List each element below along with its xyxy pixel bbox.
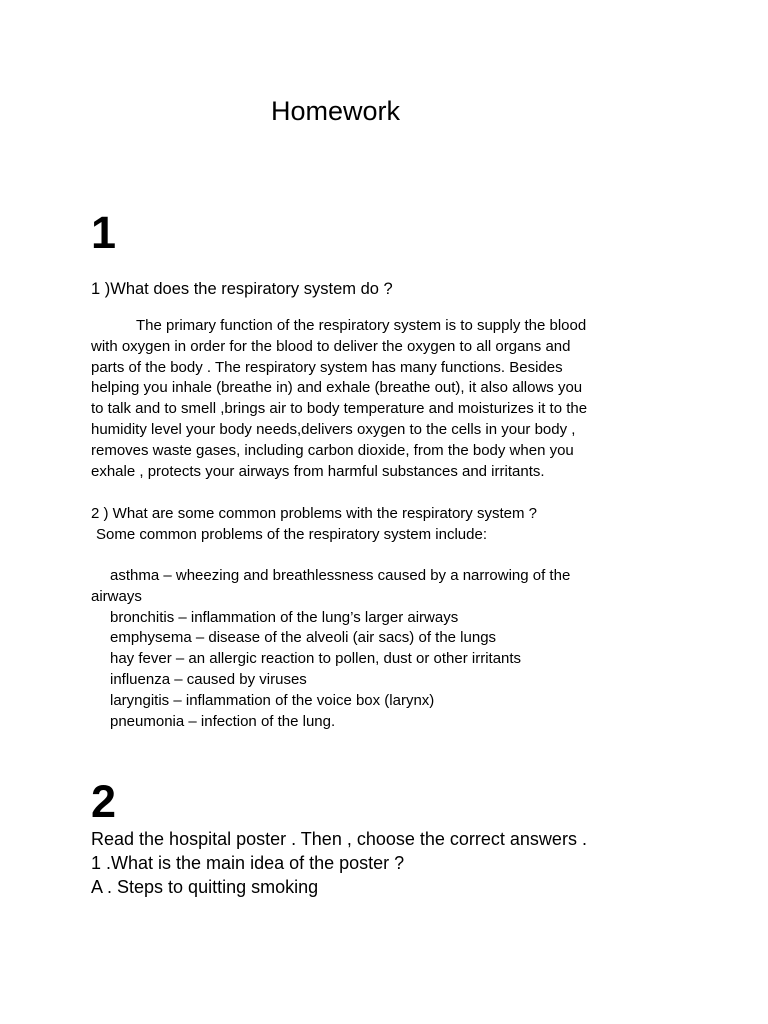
answer-1-line: helping you inhale (breathe in) and exhale (breathe out), it also allows you: [91, 379, 583, 397]
answer-1-line: with oxygen in order for the blood to deliver the oxygen to all organs and: [91, 337, 571, 355]
question-1-heading: 1 )What does the respiratory system do ?: [91, 280, 393, 298]
page-title: Homework: [271, 96, 401, 126]
section-number-1: 1: [91, 207, 117, 258]
list-item: emphysema – disease of the alveoli (air sacs) of the lungs: [110, 629, 497, 647]
poster-question-1: 1 .What is the main idea of the poster ?: [91, 853, 405, 873]
answer-1-line: The primary function of the respiratory system is to supply the blood: [136, 317, 587, 334]
answer-1-line: humidity level your body needs,delivers oxygen to the cells in your body ,: [91, 420, 576, 438]
list-item: airways: [91, 587, 142, 605]
question-2-intro: Some common problems of the respiratory system include:: [96, 526, 487, 543]
list-item: asthma – wheezing and breathlessness caused by a narrowing of the: [110, 567, 571, 584]
answer-1-line: removes waste gases, including carbon dioxide, from the body when you: [91, 441, 574, 459]
list-item: laryngitis – inflammation of the voice box (larynx): [110, 691, 435, 709]
poster-questions: [91, 827, 587, 899]
list-item: bronchitis – inflammation of the lung’s larger airways: [110, 608, 459, 626]
question-2-heading: 2 ) What are some common problems with the respiratory system ?: [91, 505, 537, 522]
answer-1-line: to talk and to smell ,brings air to body temperature and moisturizes it to the: [91, 400, 588, 418]
answer-1-line: parts of the body . The respiratory system has many functions. Besides: [91, 358, 563, 376]
answer-option-a: A . Steps to quitting smoking: [91, 877, 319, 897]
poster-instruction: Read the hospital poster . Then , choose the correct answers .: [91, 829, 587, 849]
list-item: hay fever – an allergic reaction to pollen, dust or other irritants: [110, 650, 522, 668]
problems-list: [91, 566, 570, 732]
list-item: influenza – caused by viruses: [110, 670, 307, 688]
answer-1-paragraph: [91, 316, 691, 482]
list-item: pneumonia – infection of the lung.: [110, 712, 336, 730]
section-number-2: 2: [91, 776, 117, 827]
answer-1-line: exhale , protects your airways from harmful substances and irritants.: [91, 462, 545, 480]
